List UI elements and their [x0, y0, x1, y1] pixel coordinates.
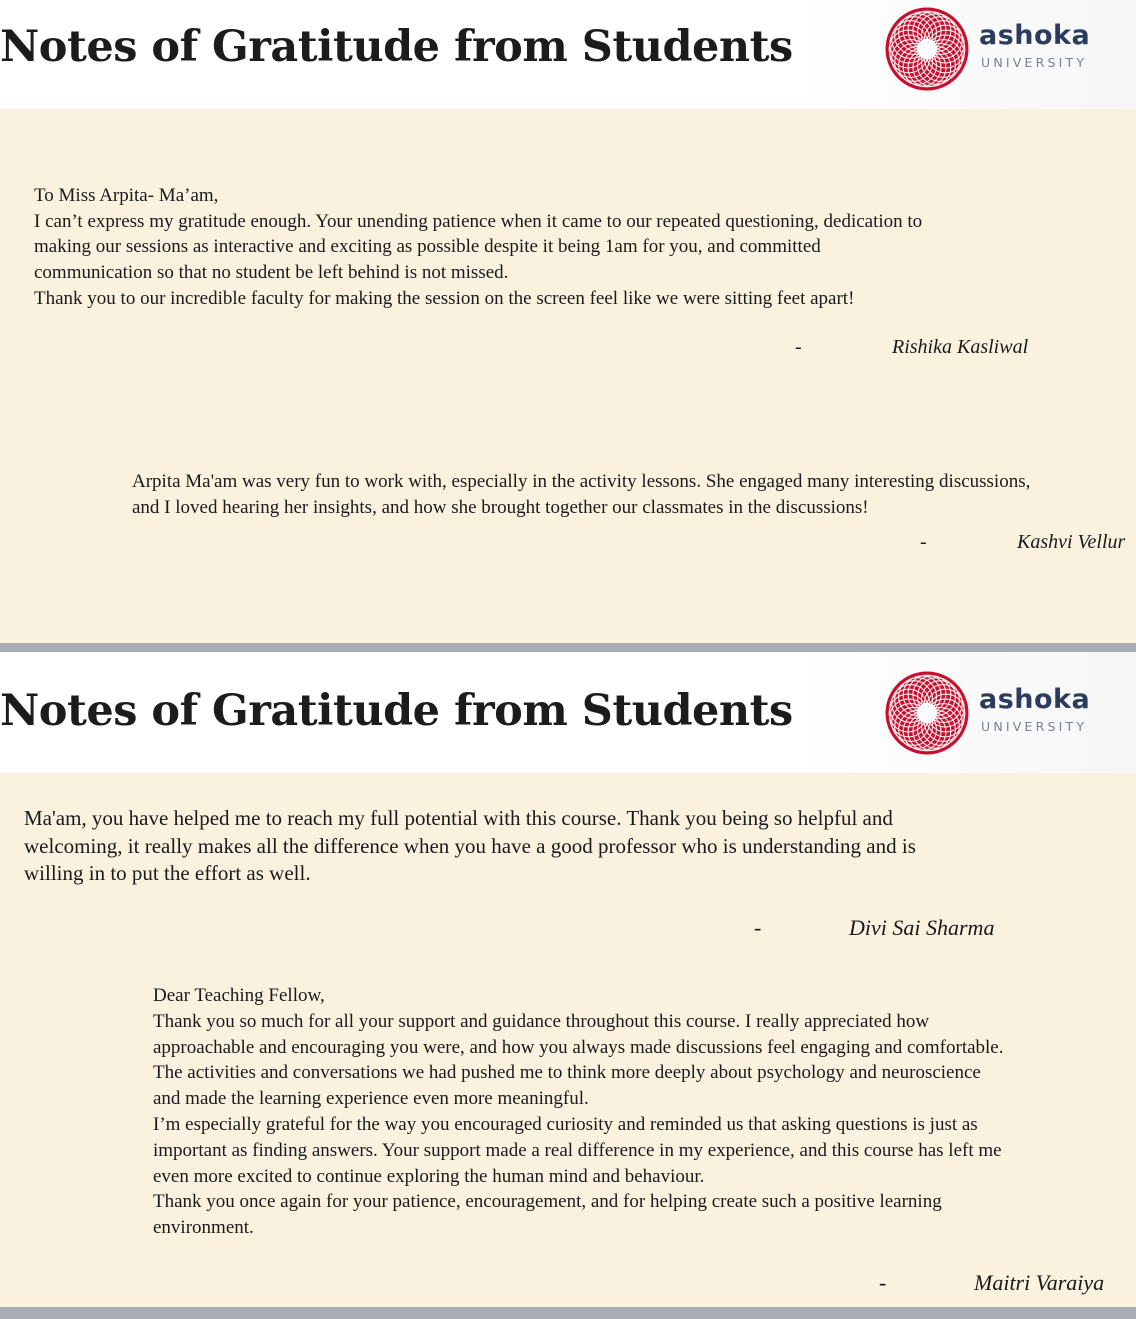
note-line: Dear Teaching Fellow, [153, 985, 325, 1006]
note-line: I can’t express my gratitude enough. Your unending patience when it came to our repeated questioning, dedication to [34, 210, 923, 232]
note-line: environment. [153, 1217, 254, 1239]
note-line: important as finding answers. Your support made a real difference in my experience, and this course has left me [153, 1139, 1002, 1161]
gratitude-note [153, 983, 1004, 1241]
note-line: welcoming, it really makes all the difference when you have a good professor who is understanding and is [24, 833, 916, 858]
signature-name: Kashvi Vellur [1017, 531, 1126, 553]
slide-header [0, 0, 1136, 109]
note-line: I’m especially grateful for the way you encouraged curiosity and reminded us that asking questions is just as [153, 1113, 978, 1135]
note-line: Thank you so much for all your support and guidance throughout this course. I really appreciated how [153, 1010, 930, 1032]
note-line: and made the learning experience even more meaningful. [153, 1088, 589, 1110]
note-line: and I loved hearing her insights, and how she brought together our classmates in the discussions! [132, 496, 869, 518]
slide-divider [0, 1307, 1136, 1319]
slide-1 [0, 0, 1136, 643]
gratitude-note [24, 805, 916, 888]
note-line: Thank you to our incredible faculty for making the session on the screen feel like we were sitting feet apart! [34, 287, 855, 309]
ashoka-emblem-icon [884, 670, 970, 756]
logo-subtitle: UNIVERSITY [981, 55, 1088, 70]
note-line: even more excited to continue exploring the human mind and behaviour. [153, 1165, 705, 1187]
ashoka-emblem-icon [884, 6, 970, 92]
page-title: Notes of Gratitude from Students [0, 22, 793, 72]
slide-divider [0, 643, 1136, 652]
note-line: making our sessions as interactive and exciting as possible despite it being 1am for you, and committed [34, 236, 821, 258]
note-line: Ma'am, you have helped me to reach my full potential with this course. Thank you being so helpful and [24, 806, 893, 830]
page-title: Notes of Gratitude from Students [0, 686, 793, 736]
logo-subtitle: UNIVERSITY [981, 719, 1088, 734]
slide-header [0, 652, 1136, 773]
signature-dash: - [754, 915, 762, 940]
note-line: Thank you once again for your patience, encouragement, and for helping create such a positive learning [153, 1191, 942, 1213]
note-line: Arpita Ma'am was very fun to work with, especially in the activity lessons. She engaged many interesting discussions, [132, 471, 1031, 492]
signature-dash: - [879, 1270, 887, 1295]
gratitude-note [34, 183, 922, 312]
signature-name: Rishika Kasliwal [892, 336, 1029, 358]
signature-dash: - [795, 336, 802, 358]
logo-wordmark: ashoka [979, 684, 1091, 715]
note-line: willing in to put the effort as well. [24, 861, 311, 885]
ashoka-university-logo [884, 670, 1114, 756]
note-line: The activities and conversations we had pushed me to think more deeply about psychology and neuroscience [153, 1062, 981, 1084]
signature-name: Maitri Varaiya [974, 1270, 1105, 1295]
note-line: To Miss Arpita- Ma’am, [34, 185, 219, 206]
ashoka-university-logo [884, 6, 1114, 92]
gratitude-note [132, 469, 1030, 520]
note-line: approachable and encouraging you were, and how you always made discussions feel engaging and comfortable. [153, 1036, 1004, 1058]
signature-dash: - [920, 531, 927, 553]
note-line: communication so that no student be left behind is not missed. [34, 262, 509, 284]
logo-wordmark: ashoka [979, 20, 1091, 51]
signature-name: Divi Sai Sharma [849, 915, 995, 940]
